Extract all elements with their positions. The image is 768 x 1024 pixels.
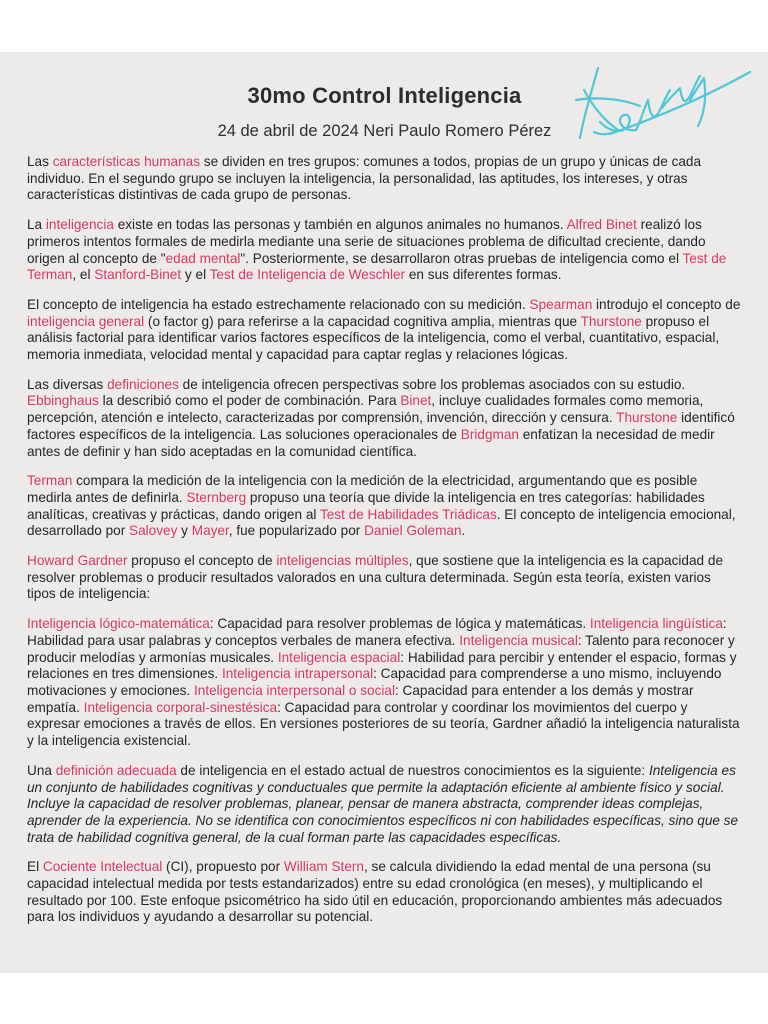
paragraph-6: [27, 553, 742, 603]
highlighted-term: inteligencia: [45, 217, 114, 233]
paragraph-7: [27, 616, 742, 750]
highlighted-term: edad mental: [165, 250, 241, 266]
highlighted-term: Mayer: [191, 523, 229, 539]
paragraph-text: , que sostiene que la inteligencia es la capacidad de resolver problemas o producir resultados valorados en una cultura determinada. Según esta teoría, existen varios tipos de inteligencia:: [27, 553, 724, 602]
highlighted-term: Alfred Binet: [566, 217, 637, 233]
paragraph-1: [27, 154, 742, 204]
paragraph-text: , se calcula dividiendo la edad mental de una persona (su capacidad intelectual medida por tests estandarizados) entre su edad cronológica (en meses), y multiplicando el resultado por 100. Este enfoque psicométrico ha sido útil en educación, proporcionando ambientes más adecuados para los individuos y ayudando a desarrollar su potencial.: [27, 859, 723, 925]
paragraph-text: la describió como el poder de combinación. Para: [98, 393, 401, 409]
highlighted-term: Cociente Intelectual: [42, 859, 163, 875]
highlighted-term: características humanas: [52, 154, 201, 169]
paragraph-text: , fue popularizado por: [228, 523, 365, 539]
highlighted-term: Sternberg: [186, 489, 247, 505]
paragraph-text: propuso una teoría que divide la inteligencia en tres categorías: habilidades analíticas, creativas y prácticas, dando origen al: [27, 489, 705, 522]
paragraph-text: Una: [27, 762, 56, 778]
paragraph-text: : Talento para reconocer y producir melodías y armonías musicales.: [27, 632, 735, 665]
highlighted-term: Inteligencia musical: [459, 632, 578, 648]
paragraph-text: (o factor g) para referirse a la capacidad cognitiva amplia, mientras que: [144, 313, 581, 329]
paragraph-text: de inteligencia en el estado actual de nuestros conocimientos es la siguiente:: [176, 762, 649, 778]
highlighted-term: Daniel Goleman: [364, 523, 462, 539]
paragraph-text: (CI), propuesto por: [162, 859, 284, 875]
paragraph-text: : Habilidad para usar palabras y conceptos verbales de manera efectiva.: [27, 616, 727, 648]
paragraph-text: se dividen en tres grupos: comunes a todos, propias de un grupo y únicas de cada individuo. En el segundo grupo se incluyen la inteligencia, la personalidad, las aptitudes, los intereses, y otras características distintivas de cada grupo de personas.: [27, 154, 702, 203]
highlighted-term: Spearman: [529, 296, 593, 312]
paragraph-text: compara la medición de la inteligencia con la medición de la electricidad, argumentando que es posible medirla antes de definirla.: [27, 473, 698, 505]
highlighted-term: Inteligencia lingüística: [589, 616, 723, 632]
paragraph-text: identificó factores específicos de la inteligencia. Las soluciones operacionales de: [27, 410, 735, 442]
highlighted-term: definiciones: [107, 376, 179, 392]
highlighted-term: Inteligencia interpersonal o social: [193, 682, 395, 698]
highlighted-term: Thurstone: [580, 313, 642, 329]
highlighted-term: Ebbinghaus: [27, 393, 99, 409]
paragraph-text: : Capacidad para entender a los demás y mostrar empatía.: [27, 682, 694, 715]
paragraph-text: .: [461, 523, 466, 539]
handwritten-signature-icon: [570, 60, 755, 150]
definition-text: Inteligencia es un conjunto de habilidades cognitivas y conductuales que permite la adaptación eficiente al ambiente físico y social. Incluye la capacidad de resolver problemas, planear, pensar de manera abstracta, comprender ideas complejas, aprender de la experiencia. No se identifica con conocimientos específicos ni con habilidades específicas, sino que se trata de habilidad cognitiva general, de la cual forman parte las capacidades específicas.: [27, 762, 739, 845]
highlighted-term: William Stern: [283, 859, 364, 875]
paragraph-text: , incluye cualidades formales como memoria, percepción, atención e intelecto, caracterizadas por comprensión, invención, dirección y censura.: [27, 393, 704, 426]
paragraph-text: : Capacidad para controlar y coordinar los movimientos del cuerpo y expresar emociones a través de ellos. En versiones posteriores de su teoría, Gardner añadió la inteligencia naturalista y la inteligencia existencial.: [27, 699, 740, 749]
paragraph-text: y: [177, 523, 192, 539]
paragraph-4: [27, 377, 742, 461]
paragraph-text: Las diversas: [27, 376, 108, 392]
paragraph-text: : Habilidad para percibir y entender el espacio, formas y relaciones en tres dimensiones.: [27, 649, 737, 682]
highlighted-term: Howard Gardner: [27, 553, 128, 569]
paragraph-text: : Capacidad para comprenderse a uno mismo, incluyendo motivaciones y emociones.: [27, 666, 722, 698]
highlighted-term: Stanford-Binet: [94, 267, 182, 283]
highlighted-term: Inteligencia intrapersonal: [221, 666, 374, 682]
highlighted-term: definición adecuada: [55, 762, 177, 778]
paragraph-8: [27, 763, 742, 847]
paragraph-text: : Capacidad para resolver problemas de lógica y matemáticas.: [209, 616, 590, 632]
highlighted-term: Binet: [400, 393, 432, 409]
highlighted-term: inteligencia general: [27, 313, 145, 329]
paragraph-text: El: [27, 859, 43, 875]
paragraph-text: enfatizan la necesidad de medir antes de definir y han sido aceptadas en la comunidad científica.: [27, 426, 715, 459]
paragraph-text: en sus diferentes formas.: [405, 267, 562, 283]
paragraph-text: realizó los primeros intentos formales de medirla mediante una serie de situaciones problema de dificultad creciente, dando origen al concepto de ": [27, 217, 706, 266]
document-body: [27, 154, 742, 926]
highlighted-term: Test de Terman: [27, 250, 727, 283]
highlighted-term: inteligencias múltiples: [276, 553, 409, 569]
paragraph-2: [27, 217, 742, 284]
highlighted-term: Inteligencia lógico-matemática: [27, 616, 210, 632]
paragraph-text: y el: [181, 267, 210, 283]
paragraph-text: existe en todas las personas y también en algunos animales no humanos.: [113, 217, 567, 233]
highlighted-term: Test de Habilidades Triádicas: [319, 506, 497, 522]
highlighted-term: Test de Inteligencia de Weschler: [209, 267, 406, 283]
document-page: [0, 52, 768, 973]
paragraph-text: ". Posteriormente, se desarrollaron otras pruebas de inteligencia como el: [240, 250, 683, 266]
highlighted-term: Salovey: [129, 523, 178, 539]
paragraph-text: La: [27, 217, 46, 233]
highlighted-term: Thurstone: [616, 410, 678, 426]
paragraph-text: de inteligencia ofrecen perspectivas sobre los problemas asociados con su estudio.: [178, 376, 686, 392]
highlighted-term: Terman: [27, 473, 73, 489]
paragraph-text: , el: [72, 267, 95, 283]
document-subtitle: 24 de abril de 2024 Neri Paulo Romero Pérez: [217, 122, 552, 140]
paragraph-text: propuso el análisis factorial para identificar varios factores específicos de la inteligencia, como el verbal, cuantitativo, espacial, memoria inmediata, velocidad mental y capacidad para captar reglas y relaciones lógicas.: [27, 313, 720, 363]
paragraph-text: El concepto de inteligencia ha estado estrechamente relacionado con su medición.: [27, 296, 530, 312]
paragraph-5: [27, 473, 742, 540]
document-title: 30mo Control Inteligencia: [247, 83, 522, 108]
paragraph-9: [27, 859, 742, 926]
highlighted-term: Inteligencia espacial: [277, 649, 401, 665]
paragraph-3: [27, 297, 742, 364]
paragraph-text: introdujo el concepto de: [592, 296, 741, 312]
paragraph-text: propuso el concepto de: [127, 553, 277, 569]
highlighted-term: Bridgman: [460, 426, 519, 442]
paragraph-text: Las: [27, 154, 53, 169]
paragraph-text: . El concepto de inteligencia emocional, desarrollado por: [27, 506, 736, 539]
highlighted-term: Inteligencia corporal-sinestésica: [83, 699, 278, 715]
